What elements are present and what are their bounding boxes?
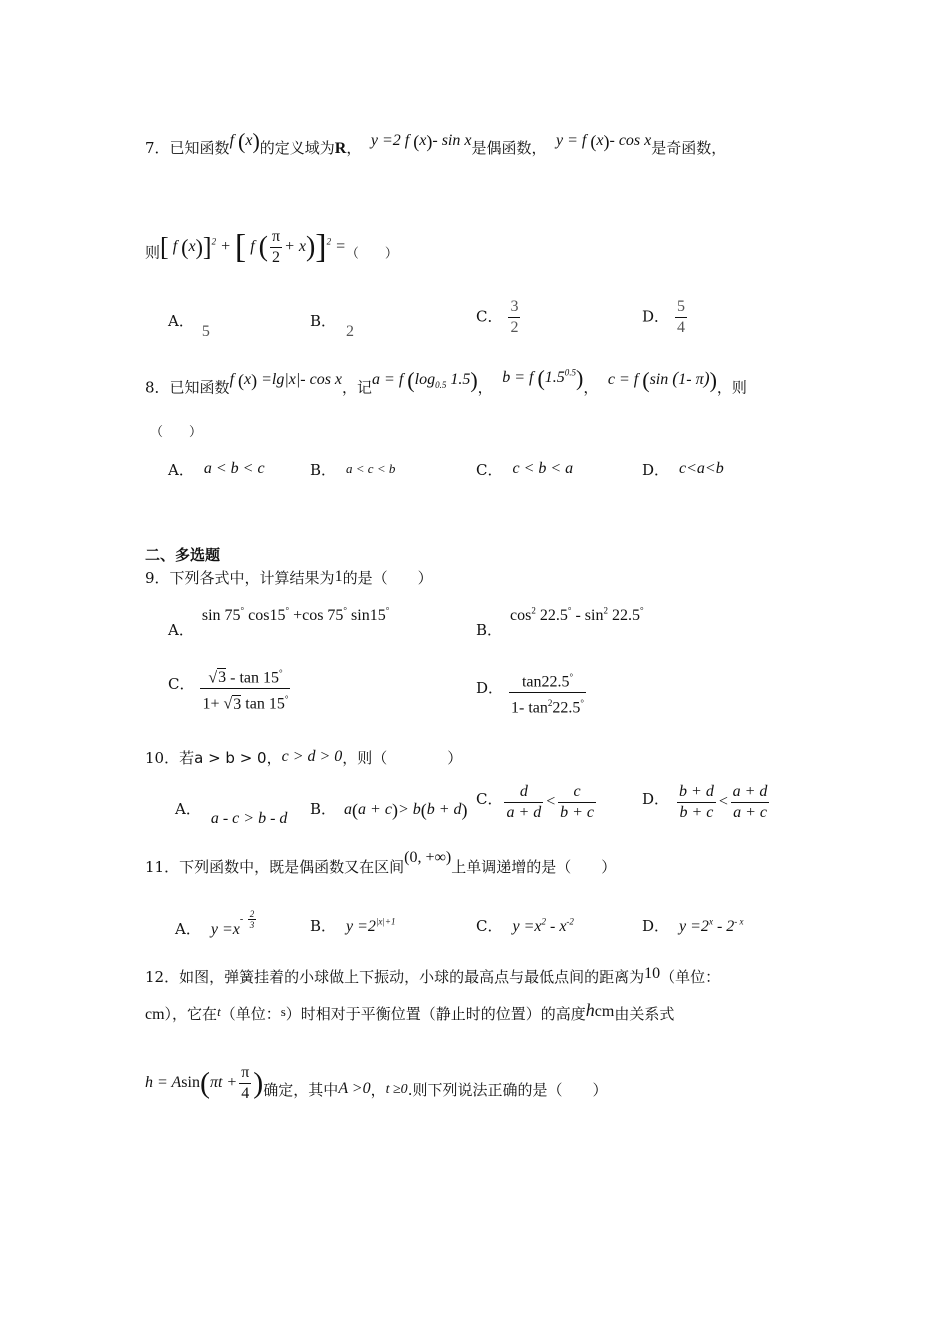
q12-number: 12．	[145, 968, 180, 986]
q11-option-d-expr: $y =2^x - 2^{- x}$	[679, 916, 744, 935]
q9-option-c-expr: $\frac{√3 - \tan 15^\circ}{1+ √3 \tan 15^\circ}$	[202, 668, 289, 713]
q9-option-c[interactable]: C． $\frac{√3 - \tan 15^\circ}{1+ √3 \tan 15^\circ}$	[168, 663, 292, 715]
q7-odd-fn: y = f (x)- cos x	[556, 131, 652, 152]
q8-option-a[interactable]: A． a < b < c	[168, 460, 265, 479]
q12-text6: 由关系式	[614, 1005, 675, 1023]
q10-option-b[interactable]: B． a(a + c)> b(b + d)	[310, 799, 468, 820]
q8-fx: f (x) =lg|x|- cos x	[229, 370, 343, 391]
q8-number: 8．	[145, 378, 170, 397]
q12-unit-cm: cm	[145, 1006, 165, 1023]
q10-option-d-expr: $\frac{b + d}{b + c}$ < $\frac{a + d}{a + c}$	[679, 783, 768, 821]
q7-option-c[interactable]: C． $\frac{3}{2}$	[476, 298, 519, 336]
section-title: 二、多选题	[145, 546, 221, 564]
q10-option-c[interactable]: C． $\frac{d}{a + d}$ < $\frac{c}{b + c}$	[476, 782, 598, 823]
q9-one: 1	[334, 568, 343, 585]
q9-option-a-expr: sin 75° cos15° +cos 75° sin15°	[201, 605, 390, 624]
q12-cond-t: t ≥0	[385, 1082, 408, 1097]
q7-option-a-value: 5	[201, 323, 210, 340]
q12-ten: 10	[644, 965, 661, 982]
q9-number: 9．	[145, 569, 170, 587]
q11-option-c[interactable]: C． $y =x^2 - x^{-2}$	[476, 916, 574, 935]
q7-text5: 则	[145, 243, 161, 262]
q10-text2: ，则（ ）	[342, 749, 463, 767]
q10-option-d[interactable]: D． $\frac{b + d}{b + c}$ < $\frac{a + d}{a + c}$	[642, 782, 771, 823]
q12-text1: 如图，弹簧挂着的小球做上下振动，小球的最高点与最低点间的距离为	[179, 968, 645, 986]
q7-line2	[145, 228, 398, 268]
q7-option-b[interactable]: B．2	[310, 312, 355, 340]
q10-condition1: a > b > 0	[194, 749, 267, 767]
q12-text8: .则下列说法正确的是（ ）	[407, 1081, 608, 1099]
q7-text1: 已知函数	[169, 139, 230, 157]
q12-line3: h = Asin(πt + $\frac{\pi}{4}$ )确定，其中A >0，t ≥0.则下列说法正确的是（ ）	[145, 1063, 608, 1102]
q12-cond-a: A >0	[338, 1080, 371, 1097]
q9-option-a[interactable]: A．sin 75° cos15° +cos 75° sin15°	[168, 605, 390, 639]
q11-text2: 上单调递增的是（ ）	[451, 858, 617, 876]
q7-even-fn: y =2 f (x)- sin x	[370, 131, 472, 152]
q8-a-def: a = f ($\log_{0.5}$ 1.5)	[372, 367, 478, 393]
q7-number: 7．	[145, 139, 170, 157]
q7-text3: 是偶函数，	[471, 139, 547, 157]
q11-option-d[interactable]: D． $y =2^x - 2^{- x}$	[642, 916, 744, 935]
q9-option-b-expr: $\cos^2 22.5^\circ - \sin^2 22.5^\circ$	[510, 605, 644, 624]
q9-option-d[interactable]: D． $\frac{\tan 22.5^\circ}{1- \tan^222.5^\circ}$	[476, 667, 588, 719]
q8-line1: 8．已知函数f (x) =lg|x|- cos x，记a = f ($\log_{0.5}$ 1.5)， b = f $(1.5^{0.5})$， c = f (sin (1- π))，则	[145, 365, 747, 397]
q7-fx: f (x)	[229, 128, 260, 154]
q7-option-b-value: 2	[346, 323, 355, 340]
q11-interval: (0, +∞)	[404, 849, 452, 866]
q7-expression: [ f (x)]$^2$ + [ f ( $\frac{\pi}{2}$ + x)]$^2$ =	[160, 228, 346, 267]
q7-line1: 7．已知函数f (x)的定义域为R， y =2 f (x)- sin x是偶函数， y = f (x)- cos x是奇函数，	[145, 128, 727, 157]
q12-unit-s: s	[280, 1004, 286, 1019]
q8-text1: 已知函数	[169, 378, 230, 397]
q9-text1: 下列各式中，计算结果为	[169, 569, 335, 587]
q11-option-b-expr: $y =2^{|x|+1}$	[346, 916, 396, 935]
q12-text3: ），它在	[164, 1005, 218, 1023]
q10-line1: 10．若a > b > 0，c > d > 0，则（ ）	[145, 748, 463, 767]
q11-option-b[interactable]: B． $y =2^{|x|+1}$	[310, 916, 396, 935]
q8-b-def: b = f $(1.5^{0.5})$	[502, 365, 584, 391]
q8-option-d[interactable]: D． c<a<b	[642, 460, 724, 479]
q7-option-d[interactable]: D． $\frac{5}{4}$	[642, 298, 686, 336]
q9-option-d-expr: $\frac{\tan 22.5^\circ}{1- \tan^222.5^\circ}$	[511, 672, 585, 717]
q9-text2: 的是（ ）	[342, 569, 433, 587]
q11-option-c-expr: $y =x^2 - x^{-2}$	[512, 916, 574, 935]
q12-text2: （单位：	[660, 968, 721, 986]
q8-blank: （ ）	[150, 425, 203, 440]
q11-text1: 下列函数中，既是偶函数又在区间	[179, 858, 405, 876]
q12-formula: h = Asin(πt + $\frac{\pi}{4}$ )	[145, 1063, 264, 1102]
q12-line1	[145, 967, 720, 988]
q11-number: 11．	[145, 858, 180, 876]
q8-c-def: c = f (sin (1- π))	[607, 367, 717, 393]
q11-option-a-expr: $y =x^{- \frac{2}{3}}$	[210, 909, 255, 939]
q7-text4: 是奇函数，	[651, 139, 727, 157]
q7-option-a[interactable]: A．5	[168, 312, 210, 340]
q12-text7: 确定，其中	[263, 1081, 339, 1099]
q7-blank: （ ）	[345, 246, 398, 262]
q8-option-b[interactable]: B． a < c < b	[310, 461, 396, 479]
q10-condition2: c > d > 0	[281, 748, 343, 765]
q10-option-b-expr: a(a + c)> b(b + d)	[344, 799, 468, 820]
q9-line1	[145, 568, 433, 589]
q10-option-a-expr: a - c > b - d	[210, 810, 288, 827]
q10-option-a[interactable]: A．a - c > b - d	[175, 800, 288, 827]
q8-option-c[interactable]: C． c < b < a	[476, 460, 574, 479]
q12-h: h	[585, 1000, 595, 1020]
q10-option-c-expr: $\frac{d}{a + d}$ < $\frac{c}{b + c}$	[506, 783, 594, 821]
q11-line1	[145, 849, 617, 878]
q12-line2	[145, 1000, 675, 1025]
q8-text2: ，记	[342, 378, 373, 397]
q9-option-b[interactable]: B．$\cos^2 22.5^\circ - \sin^2 22.5^\circ$	[476, 605, 644, 639]
q8-text3: ，则	[716, 378, 747, 397]
q12-t: t	[217, 1004, 221, 1019]
q11-option-a[interactable]: A． $y =x^{- \frac{2}{3}}$	[175, 915, 258, 939]
q10-number: 10．	[145, 749, 180, 767]
q7-R: R	[334, 140, 347, 157]
q10-text1: 若	[179, 749, 195, 767]
q12-text5: ）时相对于平衡位置（静止时的位置）的高度	[285, 1005, 586, 1023]
q12-unit-cm2: cm	[594, 1003, 615, 1020]
q12-text4: （单位：	[220, 1005, 281, 1023]
q7-text2: 的定义域为	[259, 139, 335, 157]
